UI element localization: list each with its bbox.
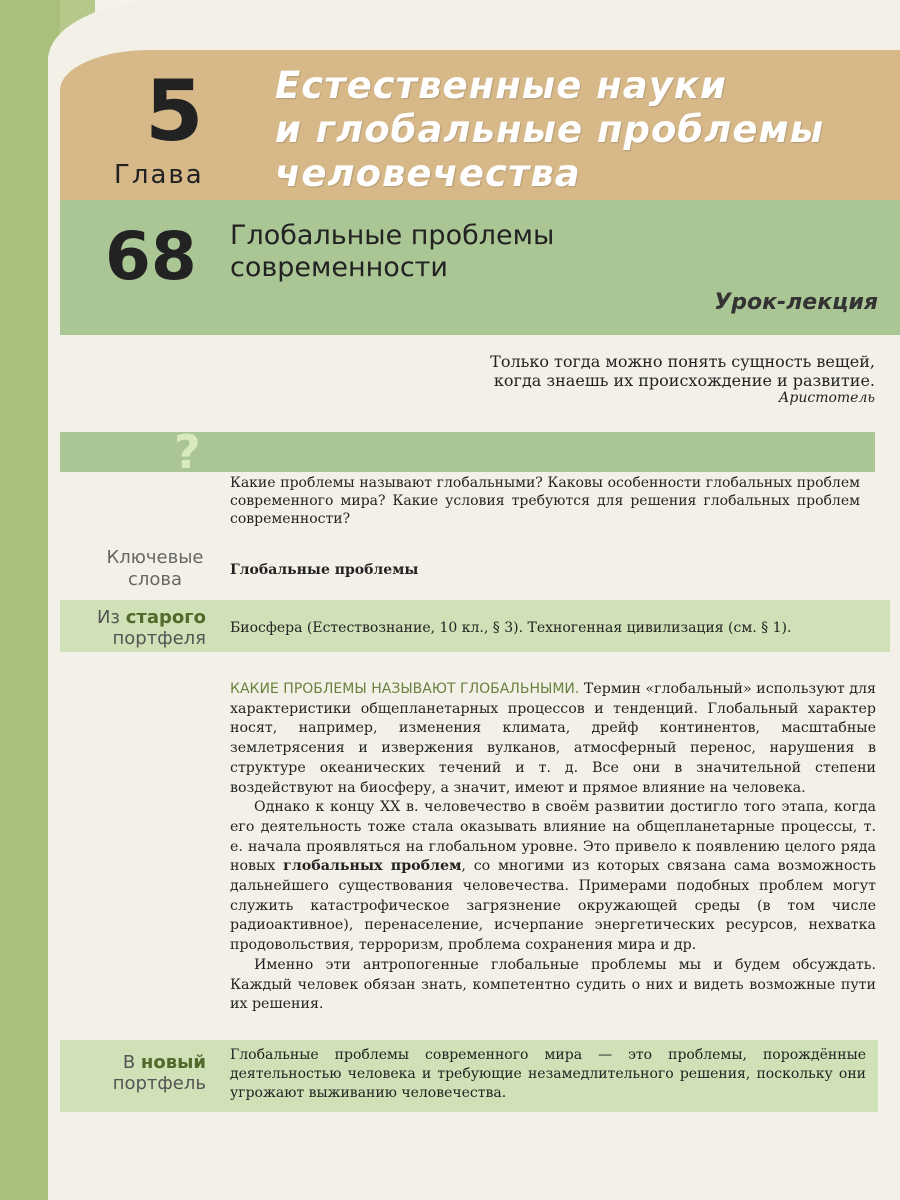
key-words-label [100,547,210,591]
paragraph-text: Термин «глобальный» используют для характеристики общепланетарных процессов и тенденций. Глобальный характер носят, например, изменения климата, дрейф континентов, масштабные землетрясения и извержения вулканов, атмосферный перенос, нарушения в структуре океанических течений и т. д. Все они в значительной степени воздействуют на биосферу, а значит, имеют и прямое влияние на человека. [230,681,876,796]
bold-term: глобальных проблем [283,858,462,875]
chapter-title [275,64,885,196]
lesson-title-line: Глобальные проблемы [230,220,555,251]
section-heading: КАКИЕ ПРОБЛЕМЫ НАЗЫВАЮТ ГЛОБАЛЬНЫМИ. [230,681,580,697]
key-words-value: Глобальные проблемы [230,562,419,578]
old-portfolio-label-prefix: Из [96,607,120,628]
new-portfolio-label-suffix: портфель [112,1073,206,1094]
chapter-number: 5 [145,62,204,160]
chapter-title-line: и глобальные проблемы [275,108,825,151]
old-portfolio-label [76,607,206,649]
lesson-number: 68 [105,218,197,295]
paragraph [230,680,876,798]
key-words-label-line: Ключевые [106,547,204,568]
old-portfolio-value: Биосфера (Естествознание, 10 кл., § 3). Техногенная цивилизация (см. § 1). [230,620,792,636]
new-portfolio-label-prefix: В [122,1052,136,1073]
old-portfolio-label-suffix: портфеля [112,628,206,649]
question-mark-icon: ? [174,425,201,479]
lesson-title [230,220,554,284]
paragraph-text: , со многими из которых связана сама возможность дальнейшего существования человечества. Примерами подобных проблем могут служить катастрофическое загрязнение окружающей среды (в том числе радиоактивное), перенаселение, исчерпание энергетических ресурсов, нехватка продовольствия, терроризм, проблема сохранения мира и др. [230,858,877,954]
epigraph [405,352,875,390]
new-portfolio-label-bold: новый [140,1052,206,1073]
old-portfolio-label-bold: старого [125,607,206,628]
main-text [230,680,876,1015]
epigraph-author: Аристотель [778,390,875,406]
key-words-label-line: слова [127,569,183,590]
chapter-title-line: человечества [275,152,581,195]
chapter-title-line: Естественные науки [275,64,727,107]
questions-text: Какие проблемы называют глобальными? Каковы особенности глобальных проблем современного мира? Какие условия требуются для решения глобальных проблем современности? [230,475,860,527]
paragraph [230,798,876,956]
epigraph-line: Только тогда можно понять сущность вещей, [490,352,875,371]
lesson-title-line: современности [230,252,448,283]
epigraph-line: когда знаешь их происхождение и развитие. [493,371,875,390]
paragraph-text: Однако к концу XX в. человечество в своём развитии достигло того этапа, когда его деятельность тоже стала оказывать влияние на общепланетарные процессы, т. е. начала проявляться на глобальном уровне. Это привело к появлению целого ряда новых [230,799,876,875]
new-portfolio-text: Глобальные проблемы современного мира — это проблемы, порождённые деятельностью человека и требующие незамедлительного решения, поскольку они угрожают выживанию человечества. [230,1047,866,1101]
new-portfolio-label [76,1052,206,1094]
lesson-type: Урок-лекция [714,290,878,315]
paragraph: Именно эти антропогенные глобальные проблемы мы и будем обсуждать. Каждый человек обязан знать, компетентно судить о них и видеть возможные пути их решения. [230,956,876,1013]
chapter-word: Глава [114,160,204,190]
